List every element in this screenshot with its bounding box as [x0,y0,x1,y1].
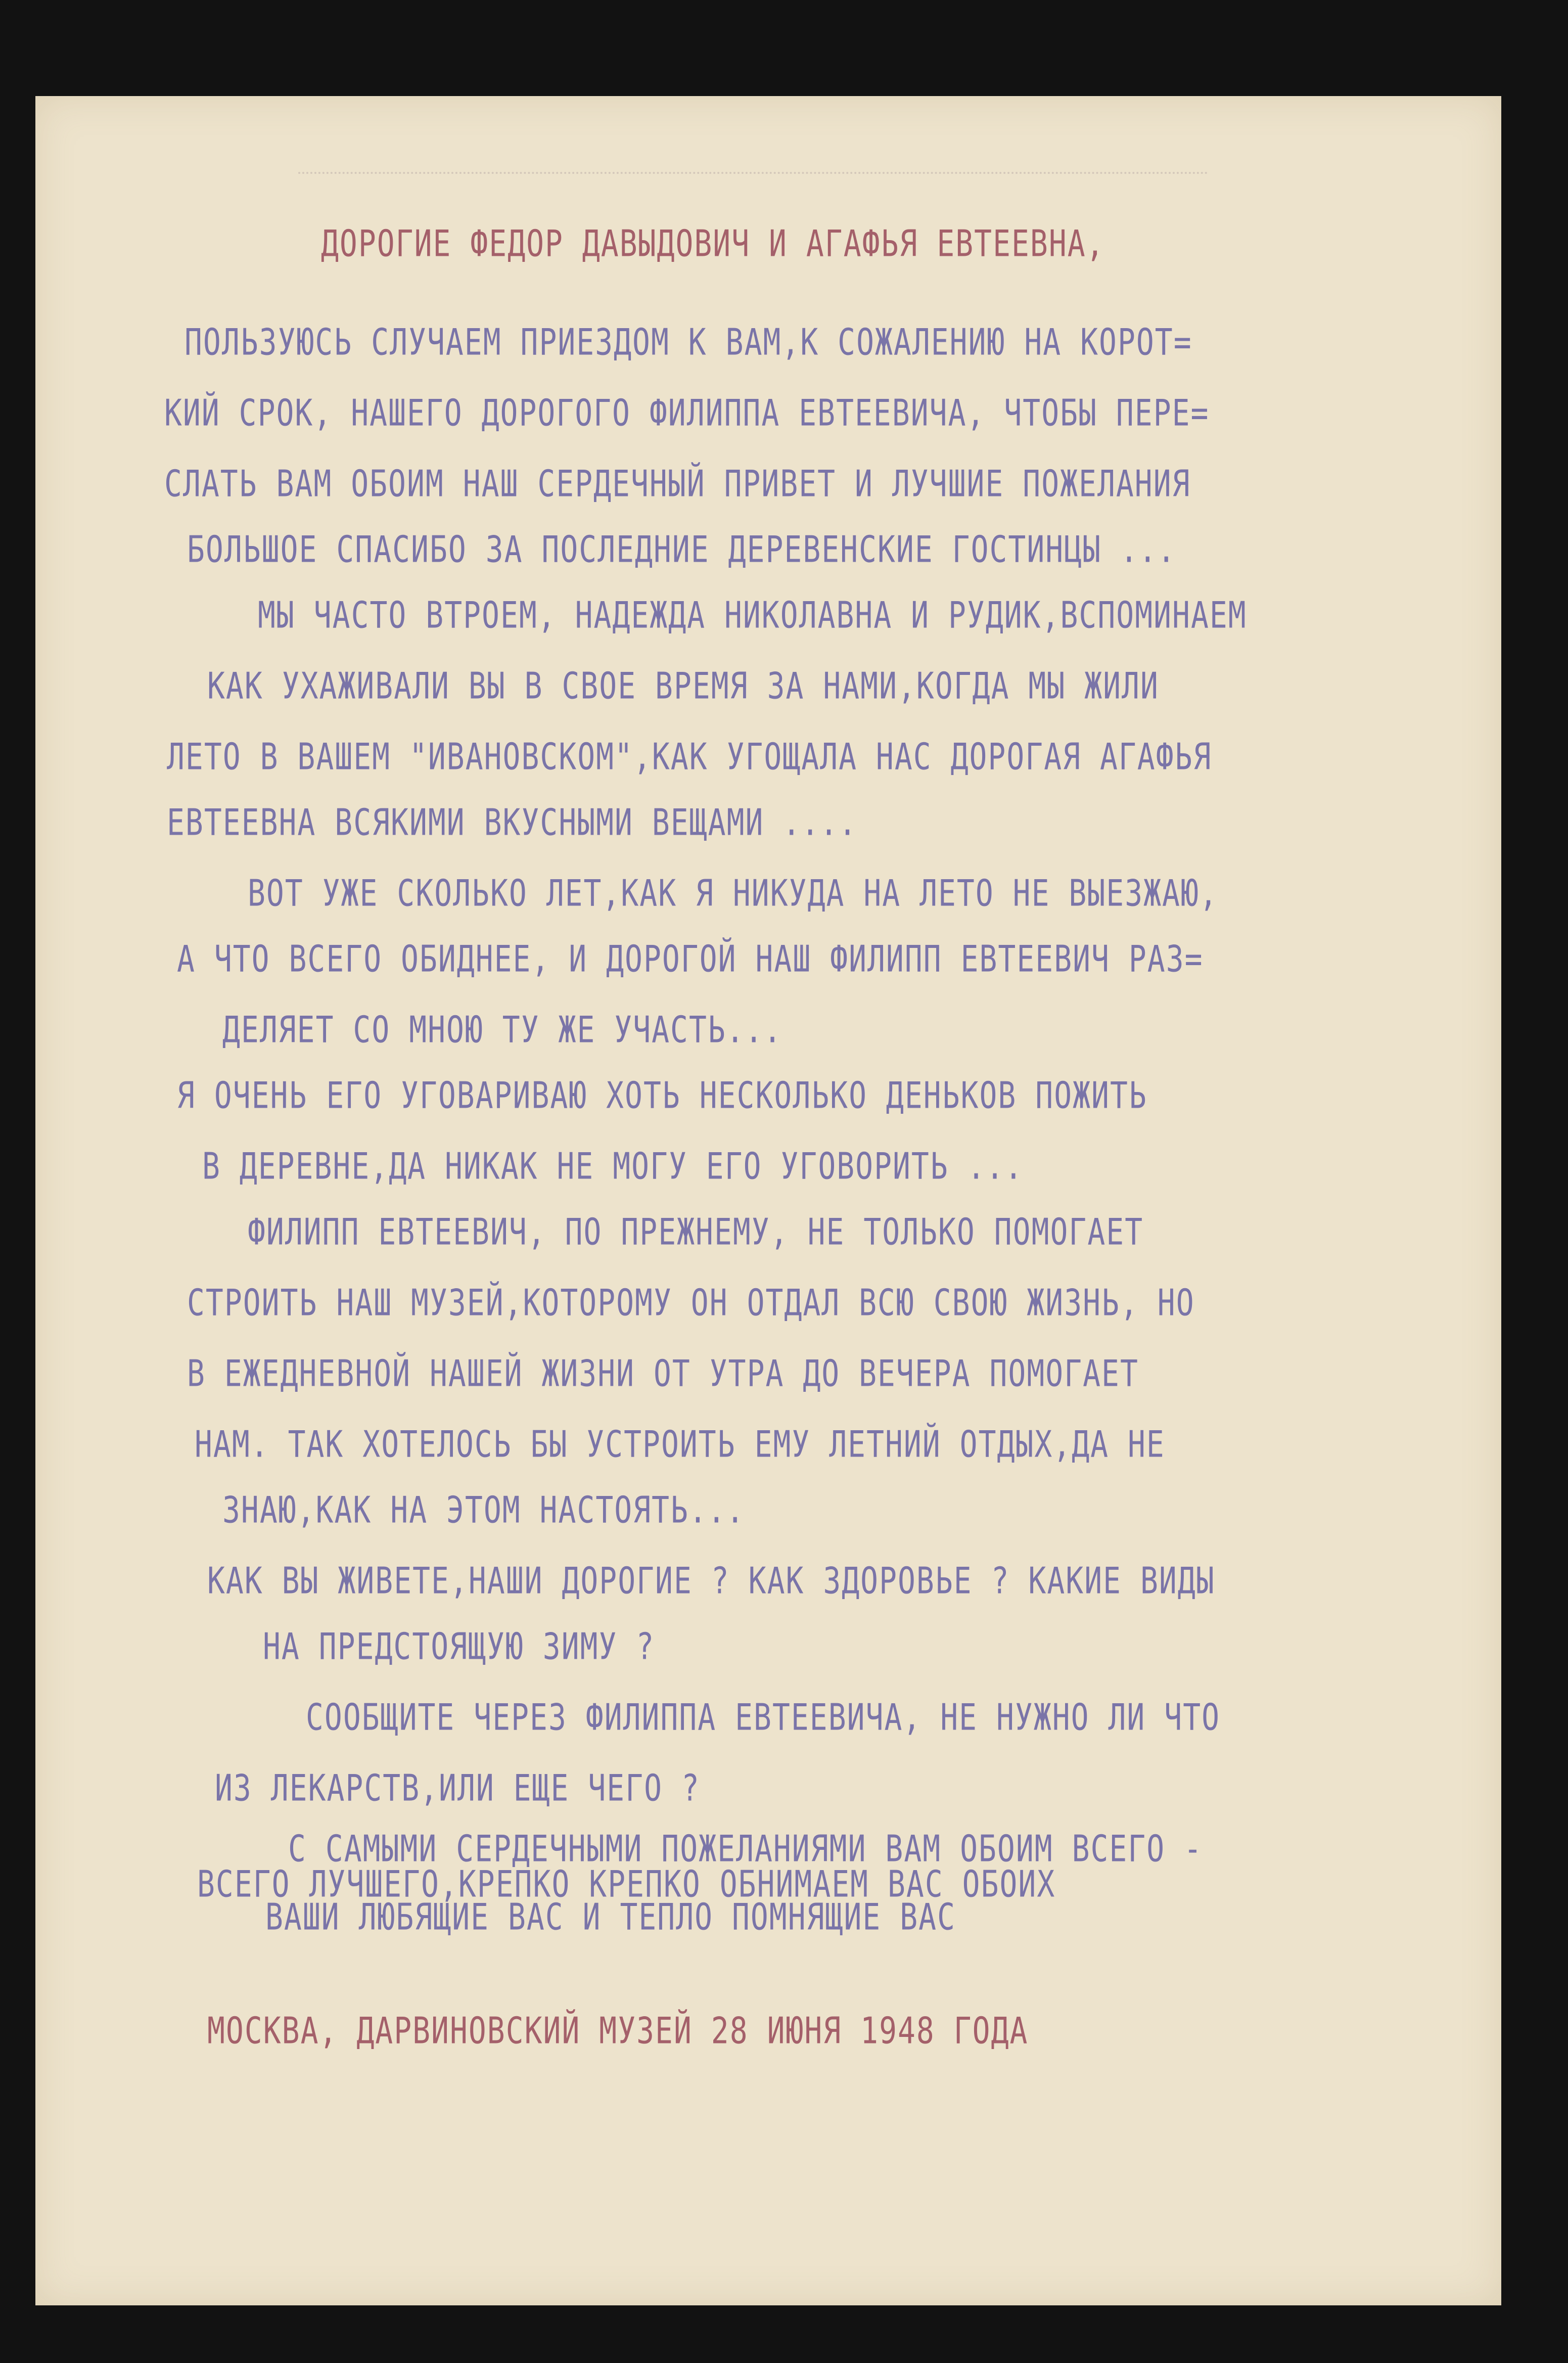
body-line-3: СЛАТЬ ВАМ ОБОИМ НАШ СЕРДЕЧНЫЙ ПРИВЕТ И ЛУЧШИЕ ПОЖЕЛАНИЯ [164,462,1191,505]
body-line-25: ВАШИ ЛЮБЯЩИЕ ВАС И ТЕПЛО ПОМНЯЩИЕ ВАС [265,1895,956,1938]
paper-strip-marks [298,172,1208,179]
body-line-1: ПОЛЬЗУЮСЬ СЛУЧАЕМ ПРИЕЗДОМ К ВАМ,К СОЖАЛЕНИЮ НА КОРОТ= [185,320,1192,363]
body-line-20: НА ПРЕДСТОЯЩУЮ ЗИМУ ? [263,1624,655,1668]
body-line-9: ВОТ УЖЕ СКОЛЬКО ЛЕТ,КАК Я НИКУДА НА ЛЕТО НЕ ВЫЕЗЖАЮ, [248,871,1218,915]
body-line-2: КИЙ СРОК, НАШЕГО ДОРОГОГО ФИЛИППА ЕВТЕЕВИЧА, ЧТОБЫ ПЕРЕ= [164,391,1210,434]
body-line-24: ВСЕГО ЛУЧШЕГО,КРЕПКО КРЕПКО ОБНИМАЕМ ВАС ОБОИХ [197,1862,1056,1905]
body-line-8: ЕВТЕЕВНА ВСЯКИМИ ВКУСНЫМИ ВЕЩАМИ .... [167,800,858,844]
body-line-16: В ЕЖЕДНЕВНОЙ НАШЕЙ ЖИЗНИ ОТ УТРА ДО ВЕЧЕРА ПОМОГАЕТ [187,1351,1139,1395]
body-line-22: ИЗ ЛЕКАРСТВ,ИЛИ ЕЩЕ ЧЕГО ? [215,1766,700,1809]
body-line-21: СООБЩИТЕ ЧЕРЕЗ ФИЛИППА ЕВТЕЕВИЧА, НЕ НУЖНО ЛИ ЧТО [306,1695,1221,1739]
body-line-19: КАК ВЫ ЖИВЕТЕ,НАШИ ДОРОГИЕ ? КАК ЗДОРОВЬЕ ? КАКИЕ ВИДЫ [207,1559,1215,1602]
body-line-7: ЛЕТО В ВАШЕМ "ИВАНОВСКОМ",КАК УГОЩАЛА НАС ДОРОГАЯ АГАФЬЯ [167,735,1212,778]
body-line-6: КАК УХАЖИВАЛИ ВЫ В СВОЕ ВРЕМЯ ЗА НАМИ,КОГДА МЫ ЖИЛИ [207,664,1159,707]
body-line-17: НАМ. ТАК ХОТЕЛОСЬ БЫ УСТРОИТЬ ЕМУ ЛЕТНИЙ ОТДЫХ,ДА НЕ [195,1422,1165,1466]
letter-sheet [35,96,1501,2305]
body-line-11: ДЕЛЯЕТ СО МНОЮ ТУ ЖЕ УЧАСТЬ... [222,1008,782,1051]
body-line-13: В ДЕРЕВНЕ,ДА НИКАК НЕ МОГУ ЕГО УГОВОРИТЬ ... [202,1144,1024,1188]
body-line-10: А ЧТО ВСЕГО ОБИДНЕЕ, И ДОРОГОЙ НАШ ФИЛИПП ЕВТЕЕВИЧ РАЗ= [177,937,1204,980]
body-line-15: СТРОИТЬ НАШ МУЗЕЙ,КОТОРОМУ ОН ОТДАЛ ВСЮ СВОЮ ЖИЗНЬ, НО [187,1281,1195,1324]
body-line-5: МЫ ЧАСТО ВТРОЕМ, НАДЕЖДА НИКОЛАВНА И РУДИК,ВСПОМИНАЕМ [258,593,1247,637]
body-line-4: БОЛЬШОЕ СПАСИБО ЗА ПОСЛЕДНИЕ ДЕРЕВЕНСКИЕ ГОСТИНЦЫ ... [187,527,1176,571]
body-line-14: ФИЛИПП ЕВТЕЕВИЧ, ПО ПРЕЖНЕМУ, НЕ ТОЛЬКО ПОМОГАЕТ [248,1210,1144,1253]
salutation: ДОРОГИЕ ФЕДОР ДАВЫДОВИЧ И АГАФЬЯ ЕВТЕЕВНА, [321,221,1105,265]
body-line-23: С САМЫМИ СЕРДЕЧНЫМИ ПОЖЕЛАНИЯМИ ВАМ ОБОИМ ВСЕГО - [288,1827,1203,1870]
body-line-18: ЗНАЮ,КАК НА ЭТОМ НАСТОЯТЬ... [222,1488,745,1531]
place-and-date: МОСКВА, ДАРВИНОВСКИЙ МУЗЕЙ 28 ИЮНЯ 1948 ГОДА [207,2009,1029,2052]
body-line-12: Я ОЧЕНЬ ЕГО УГОВАРИВАЮ ХОТЬ НЕСКОЛЬКО ДЕНЬКОВ ПОЖИТЬ [177,1073,1147,1117]
